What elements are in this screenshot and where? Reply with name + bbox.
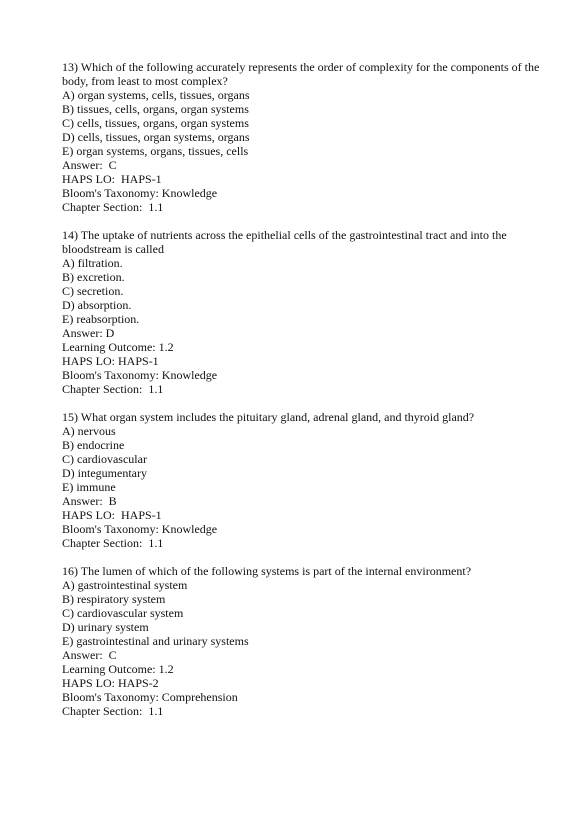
answer-option-e: E) immune [62, 480, 116, 494]
chapter-section: Chapter Section: 1.1 [62, 704, 164, 718]
question-stem: 14) The uptake of nutrients across the epithelial cells of the gastrointestinal tract and into the bloodstream is called [62, 228, 507, 256]
answer-option-b: B) excretion. [62, 270, 125, 284]
question-stem: 13) Which of the following accurately represents the order of complexity for the components of the body, from least to most complex? [62, 60, 540, 88]
haps-lo: HAPS LO: HAPS-1 [62, 508, 162, 522]
answer-key: Answer: C [62, 158, 117, 172]
answer-option-e: E) gastrointestinal and urinary systems [62, 634, 249, 648]
answer-option-d: D) cells, tissues, organ systems, organs [62, 130, 250, 144]
answer-key: Answer: B [62, 494, 117, 508]
document-page [62, 60, 542, 732]
answer-option-e: E) reabsorption. [62, 312, 140, 326]
question-stem: 16) The lumen of which of the following systems is part of the internal environment? [62, 564, 472, 578]
answer-option-d: D) absorption. [62, 298, 132, 312]
answer-option-b: B) respiratory system [62, 592, 166, 606]
chapter-section: Chapter Section: 1.1 [62, 536, 164, 550]
answer-option-a: A) organ systems, cells, tissues, organs [62, 88, 250, 102]
haps-lo: HAPS LO: HAPS-1 [62, 172, 162, 186]
answer-key: Answer: C [62, 648, 117, 662]
answer-option-c: C) cardiovascular system [62, 606, 184, 620]
answer-option-a: A) nervous [62, 424, 116, 438]
haps-lo: HAPS LO: HAPS-2 [62, 676, 159, 690]
blooms-taxonomy: Bloom's Taxonomy: Knowledge [62, 522, 218, 536]
blooms-taxonomy: Bloom's Taxonomy: Comprehension [62, 690, 238, 704]
haps-lo: HAPS LO: HAPS-1 [62, 354, 159, 368]
answer-key: Answer: D [62, 326, 115, 340]
chapter-section: Chapter Section: 1.1 [62, 382, 164, 396]
answer-option-a: A) filtration. [62, 256, 123, 270]
learning-outcome: Learning Outcome: 1.2 [62, 340, 174, 354]
answer-option-b: B) tissues, cells, organs, organ systems [62, 102, 249, 116]
blooms-taxonomy: Bloom's Taxonomy: Knowledge [62, 186, 218, 200]
answer-option-b: B) endocrine [62, 438, 125, 452]
question-stem: 15) What organ system includes the pituitary gland, adrenal gland, and thyroid gland? [62, 410, 475, 424]
answer-option-d: D) urinary system [62, 620, 149, 634]
blooms-taxonomy: Bloom's Taxonomy: Knowledge [62, 368, 218, 382]
question-16 [62, 564, 542, 718]
question-14 [62, 228, 542, 396]
answer-option-e: E) organ systems, organs, tissues, cells [62, 144, 249, 158]
answer-option-c: C) cells, tissues, organs, organ systems [62, 116, 249, 130]
chapter-section: Chapter Section: 1.1 [62, 200, 164, 214]
answer-option-c: C) secretion. [62, 284, 124, 298]
answer-option-c: C) cardiovascular [62, 452, 147, 466]
question-13 [62, 60, 542, 214]
answer-option-a: A) gastrointestinal system [62, 578, 188, 592]
answer-option-d: D) integumentary [62, 466, 147, 480]
question-15 [62, 410, 542, 550]
learning-outcome: Learning Outcome: 1.2 [62, 662, 174, 676]
